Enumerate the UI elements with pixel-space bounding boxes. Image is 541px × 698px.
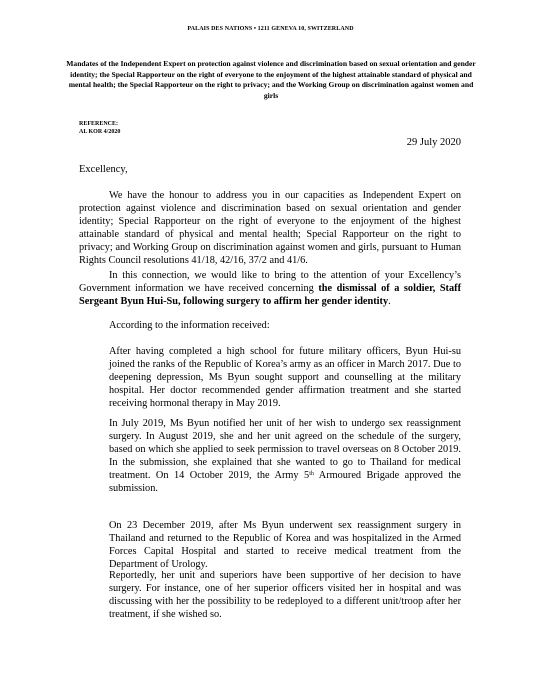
quote-paragraph-background: After having completed a high school for future military officers, Byun Hui-su joined the ranks of the Republic of Korea’s army as an officer in March 2017. Due to deepening depression, Ms Byun sought support and counselling at the military hospital. Her doctor recommended gender affirmation treatment and she started receiving hormonal therapy in May 2019. — [109, 346, 461, 409]
letter-date: 29 July 2020 — [406, 137, 461, 148]
quote-notification-end: Armoured Brigade approved the submission. — [109, 469, 461, 494]
reference-block — [79, 120, 120, 136]
paragraph-connection — [79, 270, 461, 309]
paragraph-connection-bold: the dismissal of a soldier, Staff Sergeant Byun Hui-Su, following surgery to affirm her gender identity — [79, 282, 461, 307]
mandates-heading: Mandates of the Independent Expert on protection against violence and discrimination based on sexual orientation and gender identity; the Special Rapporteur on the right of everyone to the enjoyment of the highest attainable standard of physical and mental health; the Special Rapporteur on the right to privacy; and the Working Group on discrimination against women and girls — [66, 59, 476, 100]
paragraph-connection-end: . — [388, 295, 391, 307]
ordinal-superscript: th — [309, 470, 314, 477]
quote-notification-text: In July 2019, Ms Byun notified her unit of her wish to undergo sex reassignment surgery. In August 2019, she and her unit agreed on the schedule of the surgery, based on which she applied to seek permission to travel overseas on 8 October 2019. In the submission, she explained that she wanted to go to Thailand for medical treatment. On 14 October 2019, the Army 5 — [109, 418, 461, 481]
paragraph-mandate-capacities: We have the honour to address you in our capacities as Independent Expert on protection against violence and discrimination based on sexual orientation and gender identity; Special Rapporteur on the right of everyone to the enjoyment of the highest attainable standard of physical and mental health; Special Rapporteur on the right to privacy; and Working Group on discrimination against women and girls, pursuant to Human Rights Council resolutions 41/18, 42/16, 37/2 and 41/6. — [79, 190, 461, 266]
paragraph-connection-text: In this connection, we would like to bring to the attention of your Excellency’s Government information we have received concerning — [79, 270, 461, 294]
according-intro: According to the information received: — [109, 320, 270, 331]
reference-label: REFERENCE: — [79, 121, 119, 127]
quote-paragraph-surgery: On 23 December 2019, after Ms Byun underwent sex reassignment surgery in Thailand and returned to the Republic of Korea and was hospitalized in the Armed Forces Capital Hospital and started to receive medical treatment from the Department of Urology. — [109, 520, 461, 570]
quote-paragraph-notification — [109, 418, 461, 495]
quote-paragraph-support: Reportedly, her unit and superiors have been supportive of her decision to have surgery. For instance, one of her superior officers visited her in hospital and was discussing with her the possibility to be redeployed to a different unit/troop after her treatment, if she wished so. — [109, 570, 461, 620]
salutation: Excellency, — [79, 164, 128, 175]
reference-code: AL KOR 4/2020 — [79, 129, 121, 135]
letterhead-address: PALAIS DES NATIONS • 1211 GENEVA 10, SWITZERLAND — [187, 26, 354, 32]
